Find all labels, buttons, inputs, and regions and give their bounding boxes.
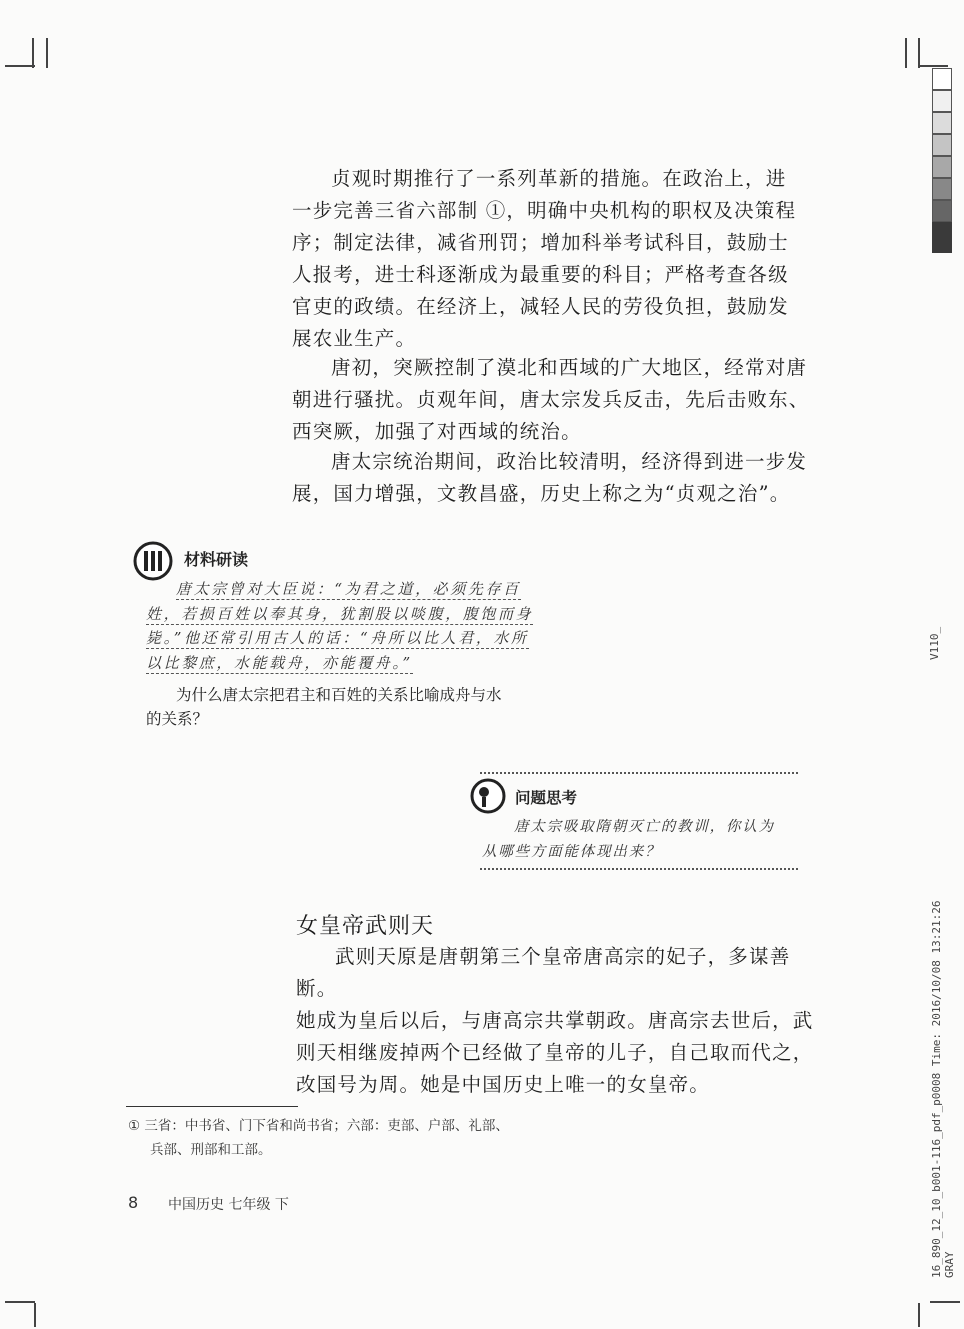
crop-mark <box>930 1301 960 1303</box>
margin-code-top: V110_ <box>928 626 941 660</box>
quote-line: 以比黎庶，水能载舟，亦能覆舟。” <box>146 653 413 672</box>
margin-code-gray: GRAY <box>943 1251 956 1278</box>
paragraph-zhenguan-reforms <box>292 163 812 355</box>
think-text <box>482 815 802 865</box>
crop-mark <box>5 1301 35 1303</box>
think-icon <box>470 778 506 814</box>
think-title: 问题思考 <box>515 789 578 807</box>
margin-code-bottom: 16_890_12_10_b001-116_pdf_p0008 Time: 2016/10/08 13:21:26 <box>930 900 943 1278</box>
material-question <box>146 683 566 731</box>
think-line: 唐太宗吸取隋朝灭亡的教训，你认为 <box>514 819 775 835</box>
paragraph-zhenguan-rule <box>292 446 812 510</box>
text-line: 则天相继废掉两个已经做了皇帝的儿子，自己取而代之， <box>296 1041 814 1064</box>
question-line: 的关系？ <box>146 710 209 728</box>
quote-line: 唐太宗曾对大臣说：“为君之道，必须先存百 <box>176 580 521 598</box>
text-line: 唐太宗统治期间，政治比较清明，经济得到进一步发 <box>331 450 808 473</box>
section-title: 女皇帝武则天 <box>296 914 435 939</box>
crop-mark <box>918 1303 920 1327</box>
crop-mark <box>5 65 35 67</box>
crop-mark <box>918 65 948 67</box>
crop-mark <box>46 38 48 68</box>
footnote-line: ① 三省：中书省、门下省和尚书省；六部：吏部、户部、礼部、 <box>128 1118 509 1134</box>
material-quote <box>146 577 556 675</box>
material-icon <box>133 541 173 581</box>
page-number: 8 <box>128 1193 139 1212</box>
question-line: 为什么唐太宗把君主和百姓的关系比喻成舟与水 <box>176 686 502 704</box>
think-bottom-divider <box>480 868 798 870</box>
calibration-strip <box>932 68 952 253</box>
think-top-divider <box>480 772 798 774</box>
paragraph-turks <box>292 352 812 448</box>
text-line: 一步完善三省六部制 ①，明确中央机构的职权及决策程 <box>292 199 797 222</box>
material-title: 材料研读 <box>184 550 249 569</box>
crop-mark <box>34 1303 36 1327</box>
crop-mark <box>905 38 907 68</box>
paragraph-wu-zetian <box>296 941 816 1101</box>
quote-line: 姓，若损百姓以奉其身，犹割股以啖腹，腹饱而身 <box>146 604 534 623</box>
text-line: 官吏的政绩。在经济上，减轻人民的劳役负担，鼓励发 <box>292 295 789 318</box>
text-line: 展农业生产。 <box>292 327 417 350</box>
text-line: 朝进行骚扰。贞观年间，唐太宗发兵反击，先后击败东、 <box>292 388 810 411</box>
book-title: 中国历史 七年级 下 <box>168 1197 289 1213</box>
quote-line: 毙。”他还常引用古人的话：“舟所以比人君，水所 <box>146 629 529 647</box>
text-line: 序；制定法律，减省刑罚；增加科举考试科目，鼓励士 <box>292 231 789 254</box>
text-line: 唐初，突厥控制了漠北和西域的广大地区，经常对唐 <box>331 356 808 379</box>
text-line: 贞观时期推行了一系列革新的措施。在政治上，进 <box>331 167 787 190</box>
think-line: 从哪些方面能体现出来？ <box>482 844 662 860</box>
text-line: 武则天原是唐朝第三个皇帝唐高宗的妃子，多谋善断。 <box>296 945 791 1000</box>
crop-mark <box>32 38 34 68</box>
text-line: 她成为皇后以后，与唐高宗共掌朝政。唐高宗去世后，武 <box>296 1009 814 1032</box>
footnote-line: 兵部、刑部和工部。 <box>150 1142 272 1158</box>
text-line: 人报考，进士科逐渐成为最重要的科目；严格考查各级 <box>292 263 789 286</box>
text-line: 展，国力增强，文教昌盛，历史上称之为“贞观之治”。 <box>292 482 791 505</box>
text-line: 西突厥，加强了对西域的统治。 <box>292 420 582 443</box>
text-line: 改国号为周。她是中国历史上唯一的女皇帝。 <box>296 1073 711 1096</box>
footnote-rule <box>126 1106 298 1107</box>
footnote <box>128 1114 588 1162</box>
crop-mark <box>918 38 920 68</box>
